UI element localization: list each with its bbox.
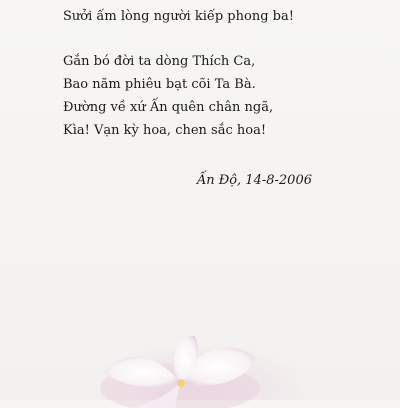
place-date-signature: Ấn Độ, 14-8-2006 [196, 173, 312, 188]
flower-illustration [95, 328, 265, 408]
poem-line: Kìa! Vạn kỳ hoa, chen sắc hoa! [63, 123, 267, 138]
poem-line: Bao năm phiêu bạt cõi Ta Bà. [63, 77, 256, 92]
poem-line: Gắn bó đời ta dòng Thích Ca, [63, 54, 256, 69]
poem-line: Đường về xứ Ấn quên chân ngã, [63, 100, 274, 115]
poem-line: Sưởi ấm lòng người kiếp phong ba! [63, 9, 294, 24]
poem-stanza [63, 50, 273, 142]
